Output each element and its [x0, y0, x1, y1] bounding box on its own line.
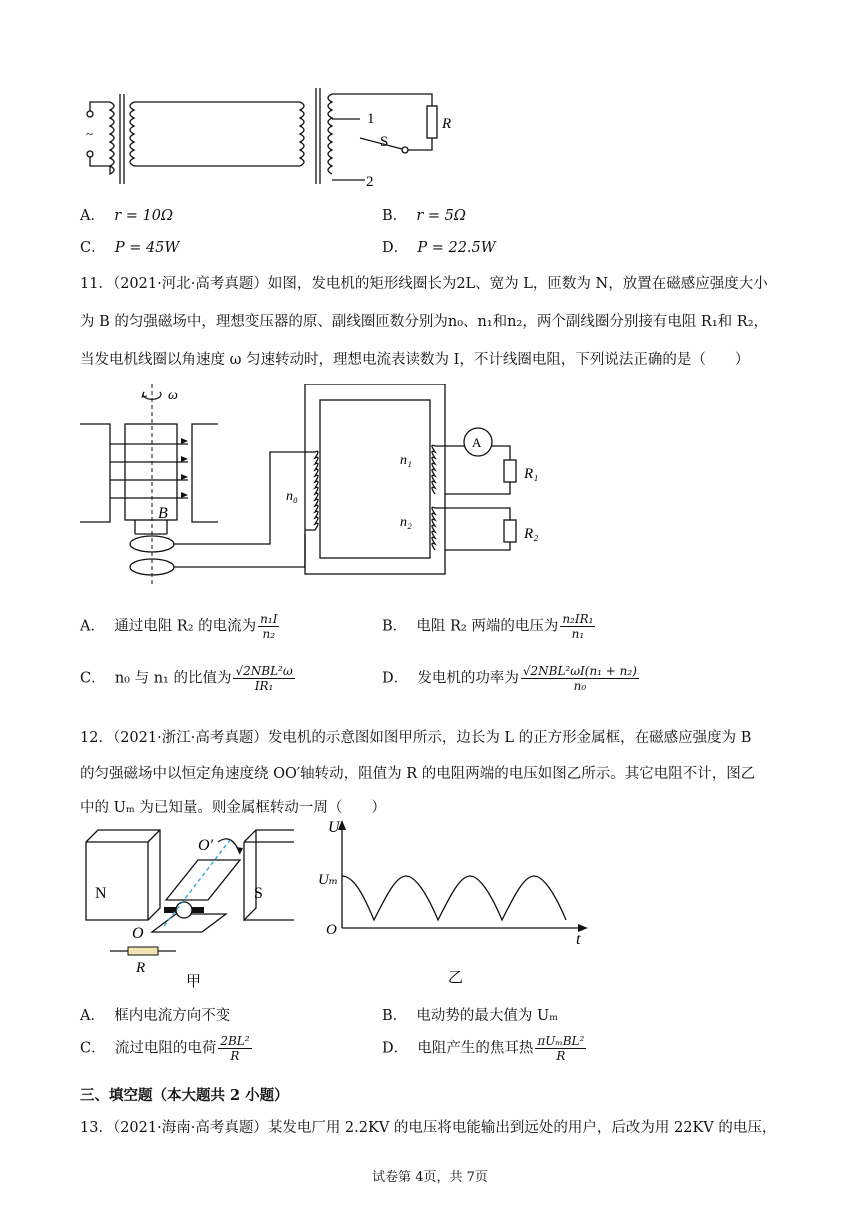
option-text: 电阻产生的焦耳热 [417, 1040, 534, 1057]
field-b-label: B [158, 505, 168, 522]
ac-source-symbol: ~ [86, 126, 94, 141]
q13-stem-line-1: 13．（2021·海南·高考真题）某发电厂用 2.2KV 的电压将电能输出到远处的用户，后改为用 22KV 的电压， [80, 1120, 777, 1136]
option-letter: A． [80, 208, 105, 224]
q12-option-b[interactable] [382, 1004, 558, 1025]
um-tick-label: Uₘ [318, 872, 339, 888]
fraction-denominator: n₁ [571, 627, 585, 641]
option-letter: B． [382, 208, 408, 224]
q12-option-d[interactable] [382, 1034, 588, 1063]
q12-option-c[interactable] [80, 1034, 254, 1063]
fraction [218, 1034, 251, 1063]
q11-stem-line-3: 当发电机线圈以角速度 ω 匀速转动时，理想电流表读数为 I，不计线圈电阻，下列说法正确的是（ ） [80, 352, 750, 368]
option-text: P = 22.5W [417, 240, 496, 256]
q12-stem-line-1: 12．（2021·浙江·高考真题）发电机的示意图如图甲所示，边长为 L 的正方形金属框，在磁感应强度为 B [80, 730, 752, 746]
n1-label: n₁ [400, 453, 412, 468]
q11-option-b[interactable] [382, 612, 597, 641]
q12-stem-line-2: 的匀强磁场中以恒定角速度绕 OO′轴转动，阻值为 R 的电阻两端的电压如图乙所示。其它电阻不计，图乙 [80, 766, 756, 782]
q12-option-a[interactable] [80, 1004, 230, 1025]
q11-stem-line-1: 11．（2021·河北·高考真题）如图，发电机的矩形线圈长为2L、宽为 L，匝数为 N，放置在磁感应强度大小 [80, 276, 768, 292]
q11-option-a[interactable] [80, 612, 281, 641]
option-text: 流过电阻的电荷 [114, 1040, 217, 1057]
option-letter: D． [382, 1040, 409, 1057]
figure-caption-yi: 乙 [448, 970, 464, 986]
fraction-numerator: n₁I [260, 612, 278, 626]
figure-caption-jia: 甲 [186, 974, 202, 990]
switch-label: S [380, 134, 389, 150]
option-text: r = 10Ω [114, 208, 173, 224]
q11-option-d[interactable] [382, 664, 641, 693]
option-letter: B． [382, 618, 408, 635]
section-heading: 三、填空题（本大题共 2 小题） [80, 1087, 289, 1104]
north-pole-label: N [95, 885, 107, 902]
o-label: O [132, 925, 144, 942]
q10-option-b[interactable] [382, 204, 466, 225]
q11-generator-transformer-figure [80, 384, 560, 584]
fraction [233, 664, 294, 693]
n0-label: n₀ [286, 489, 298, 504]
axis-u-label: U [328, 819, 340, 836]
q10-option-c[interactable] [80, 236, 179, 257]
q12-figure-jia [80, 820, 300, 990]
q10-circuit-figure [80, 86, 480, 192]
axis-t-label: t [576, 931, 581, 948]
r1-label: R₁ [524, 466, 539, 482]
fraction-denominator: R [556, 1049, 566, 1063]
fraction [521, 664, 639, 693]
r2-label: R₂ [524, 526, 539, 542]
fraction-numerator: √2NBL²ω [235, 664, 293, 678]
option-letter: D． [382, 240, 409, 256]
option-text: n₀ 与 n₁ 的比值为 [114, 670, 232, 687]
option-text: 框内电流方向不变 [114, 1008, 231, 1024]
fraction-denominator: n₀ [573, 679, 587, 693]
terminal-1-label: 1 [367, 111, 375, 127]
q10-option-a[interactable] [80, 204, 173, 225]
fraction-denominator: n₂ [262, 627, 276, 641]
option-letter: C． [80, 240, 106, 256]
option-letter: A． [80, 1008, 105, 1024]
q10-option-d[interactable] [382, 236, 496, 257]
q12-stem-line-3: 中的 Uₘ 为已知量。则金属框转动一周（ ） [80, 800, 386, 816]
option-letter: A． [80, 618, 105, 635]
o-prime-label: O′ [198, 837, 214, 854]
fraction [560, 612, 595, 641]
fraction [258, 612, 279, 641]
terminal-2-label: 2 [366, 174, 374, 190]
origin-label: O [326, 922, 337, 938]
q11-stem-line-2: 为 B 的匀强磁场中，理想变压器的原、副线圈匝数分别为n₀、n₁和n₂，两个副线圈分别接有电阻 R₁和 R₂， [80, 314, 769, 330]
ammeter-icon: A [472, 435, 482, 450]
fraction-denominator: R [230, 1049, 240, 1063]
option-letter: C． [80, 1040, 106, 1057]
omega-label: ω [168, 388, 178, 403]
n2-label: n₂ [400, 515, 412, 530]
resistor-r-label: R [136, 960, 146, 976]
option-letter: B． [382, 1008, 408, 1024]
fraction-numerator: n₂IR₁ [562, 612, 594, 626]
option-text: r = 5Ω [416, 208, 466, 224]
option-text: 通过电阻 R₂ 的电流为 [114, 618, 257, 635]
option-text: 电阻 R₂ 两端的电压为 [416, 618, 559, 635]
fraction-numerator: 2BL² [220, 1034, 250, 1048]
q12-figure-yi [316, 816, 596, 992]
option-letter: C． [80, 670, 106, 687]
option-text: P = 45W [114, 240, 180, 256]
option-letter: D． [382, 670, 409, 687]
fraction-numerator: √2NBL²ωI(n₁ + n₂) [522, 664, 637, 678]
fraction [535, 1034, 586, 1063]
fraction-denominator: IR₁ [254, 679, 274, 693]
option-text: 发电机的功率为 [417, 670, 519, 687]
q11-option-c[interactable] [80, 664, 297, 693]
fraction-numerator: πUₘBL² [537, 1034, 585, 1048]
south-pole-label: S [254, 885, 263, 902]
resistor-label: R [442, 116, 452, 132]
page-footer: 试卷第 4页，共 7页 [372, 1170, 488, 1185]
option-text: 电动势的最大值为 Uₘ [416, 1008, 559, 1024]
